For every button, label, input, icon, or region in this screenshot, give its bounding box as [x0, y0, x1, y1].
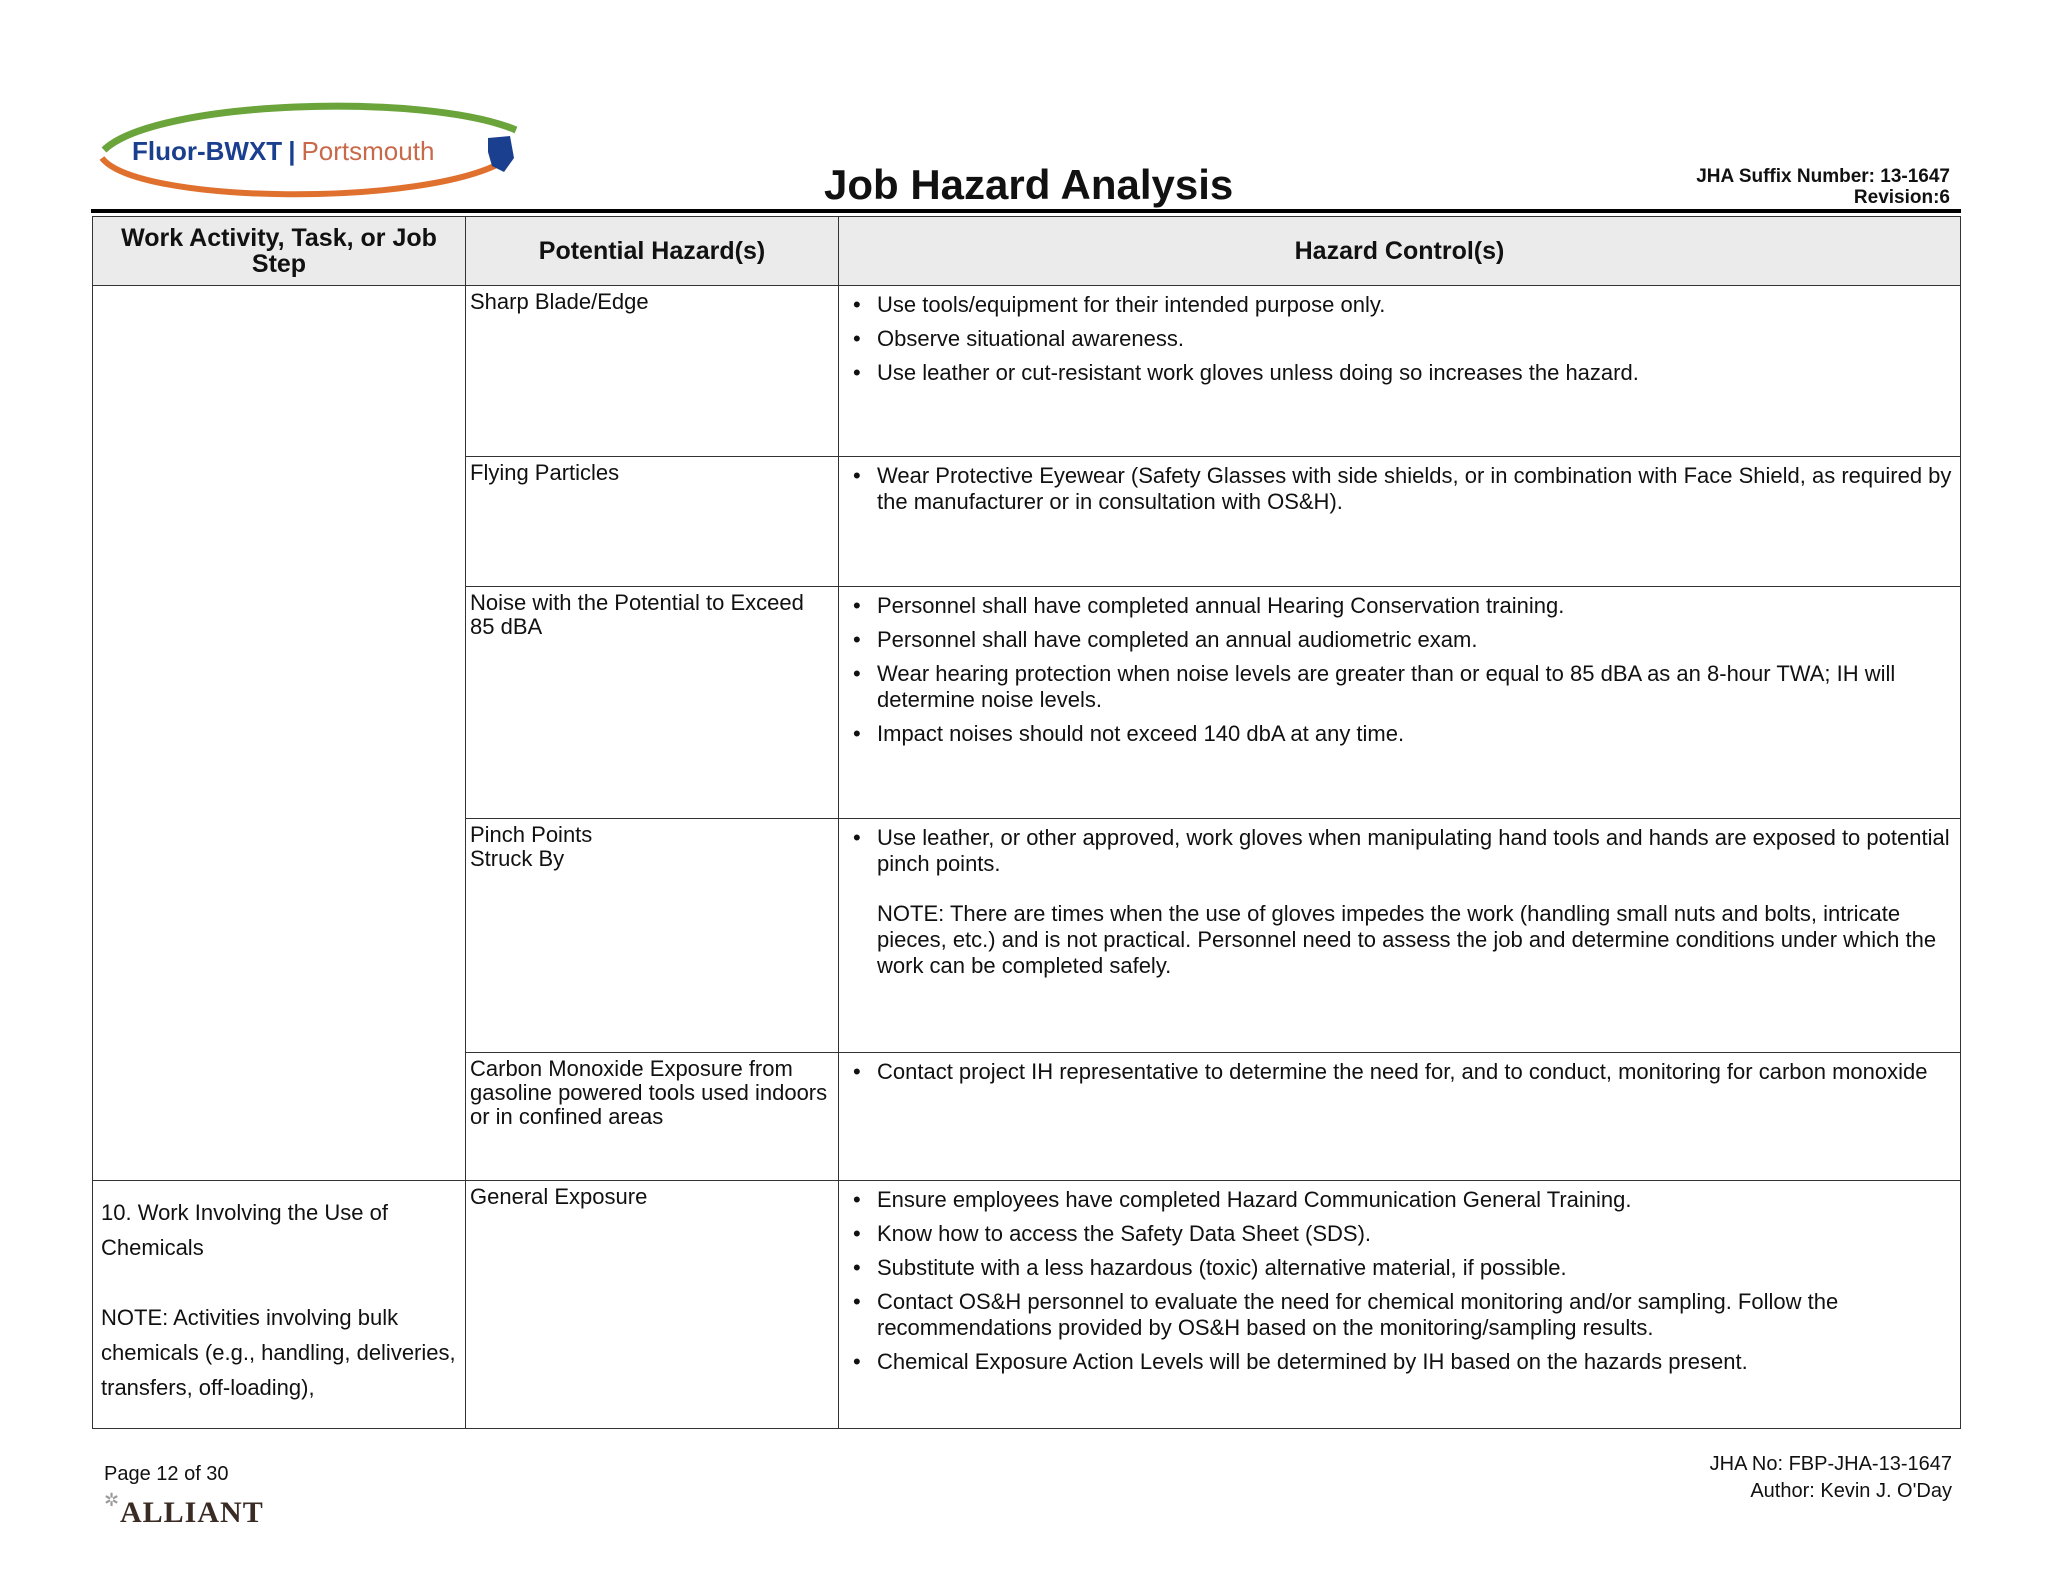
hazard-text: Struck By — [470, 846, 565, 871]
controls-cell — [839, 457, 1961, 587]
page-title: Job Hazard Analysis — [824, 161, 1234, 208]
footer-document-info — [1710, 1451, 1952, 1505]
control-item: • Wear hearing protection when noise levels are greater than or equal to 85 dBA as an 8-hour TWA; IH will determine noise levels. — [851, 661, 1952, 713]
table-row — [93, 1181, 1961, 1429]
activity-text: 10. Work Involving the Use of Chemicals — [101, 1200, 388, 1260]
control-item: • Personnel shall have completed annual Hearing Conservation training. — [851, 593, 1952, 619]
control-item: • Use leather or cut-resistant work gloves unless doing so increases the hazard. — [851, 360, 1952, 386]
logo-separator: | — [288, 136, 296, 166]
alliant-wordmark: ALLIANT — [120, 1496, 264, 1529]
control-item: • Contact OS&H personnel to evaluate the need for chemical monitoring and/or sampling. Follow the recommendations provided by OS&H based on the monitoring/sampling results. — [851, 1289, 1952, 1341]
controls-list — [851, 1187, 1952, 1375]
control-note: NOTE: There are times when the use of gloves impedes the work (handling small nuts and bolts, intricate pieces, etc.) and is not practical. Personnel need to assess the job and determine conditions under which the work can be completed safely. — [877, 901, 1937, 978]
control-item: • Know how to access the Safety Data Sheet (SDS). — [851, 1221, 1952, 1247]
hazard-cell — [466, 286, 839, 457]
controls-list — [851, 825, 1952, 877]
jha-revision: Revision:6 — [1853, 187, 1950, 208]
alliant-star-icon: ✲ — [104, 1490, 120, 1510]
hazard-cell — [466, 457, 839, 587]
controls-cell — [839, 286, 1961, 457]
hazard-text: Sharp Blade/Edge — [470, 289, 649, 314]
control-item: • Impact noises should not exceed 140 dbA at any time. — [851, 721, 1952, 747]
control-item: • Contact project IH representative to determine the need for, and to conduct, monitoring for carbon monoxide — [851, 1059, 1952, 1085]
controls-cell — [839, 819, 1961, 1053]
table-header-row — [93, 217, 1961, 286]
jha-number: JHA No: FBP-JHA-13-1647 — [1709, 1453, 1952, 1475]
logo-site: Portsmouth — [301, 136, 435, 166]
controls-cell — [839, 587, 1961, 819]
control-item: • Use tools/equipment for their intended purpose only. — [851, 292, 1952, 318]
control-item: • Substitute with a less hazardous (toxic) alternative material, if possible. — [851, 1255, 1952, 1281]
controls-list — [851, 593, 1952, 747]
hazard-text: Carbon Monoxide Exposure from gasoline powered tools used indoors or in confined areas — [470, 1056, 828, 1129]
control-item: • Ensure employees have completed Hazard Communication General Training. — [851, 1187, 1952, 1213]
table-row — [93, 286, 1961, 457]
author: Author: Kevin J. O'Day — [1750, 1480, 1952, 1502]
hazard-cell — [466, 587, 839, 819]
hazard-cell — [466, 819, 839, 1053]
column-header-activity: Work Activity, Task, or Job Step — [93, 217, 466, 286]
hazard-text: Flying Particles — [470, 460, 620, 485]
controls-list — [851, 463, 1952, 515]
controls-cell — [839, 1181, 1961, 1429]
control-item: • Personnel shall have completed an annual audiometric exam. — [851, 627, 1952, 653]
hazard-table — [92, 216, 1961, 1429]
page-number: Page 12 of 30 — [104, 1463, 229, 1485]
activity-cell-empty — [93, 286, 466, 1181]
alliant-logo — [104, 1490, 284, 1530]
control-item: • Observe situational awareness. — [851, 326, 1952, 352]
controls-cell — [839, 1053, 1961, 1181]
activity-cell — [93, 1181, 466, 1429]
activity-note: NOTE: Activities involving bulk chemicals (e.g., handling, deliveries, transfers, off-loading), — [101, 1305, 456, 1400]
hazard-cell — [466, 1053, 839, 1181]
controls-list — [851, 1059, 1952, 1085]
control-item: • Chemical Exposure Action Levels will be determined by IH based on the hazards present. — [851, 1349, 1952, 1375]
column-header-controls: Hazard Control(s) — [839, 217, 1961, 286]
hazard-text: General Exposure — [470, 1184, 648, 1209]
hazard-text: Pinch Points — [470, 822, 593, 847]
header-rule — [91, 209, 1961, 213]
fluor-bwxt-portsmouth-logo — [96, 100, 526, 210]
hazard-cell — [466, 1181, 839, 1429]
jha-suffix-number: JHA Suffix Number: 13-1647 — [1696, 166, 1950, 187]
control-item: • Wear Protective Eyewear (Safety Glasses with side shields, or in combination with Face Shield, as required by the manufacturer or in consultation with OS&H). — [851, 463, 1952, 515]
logo-brand: Fluor-BWXT — [132, 136, 283, 166]
hazard-text: Noise with the Potential to Exceed 85 dBA — [470, 590, 804, 639]
controls-list — [851, 292, 1952, 386]
jha-meta — [1696, 166, 1950, 208]
column-header-hazard: Potential Hazard(s) — [466, 217, 839, 286]
control-item: • Use leather, or other approved, work gloves when manipulating hand tools and hands are exposed to potential pinch points. — [851, 825, 1952, 877]
